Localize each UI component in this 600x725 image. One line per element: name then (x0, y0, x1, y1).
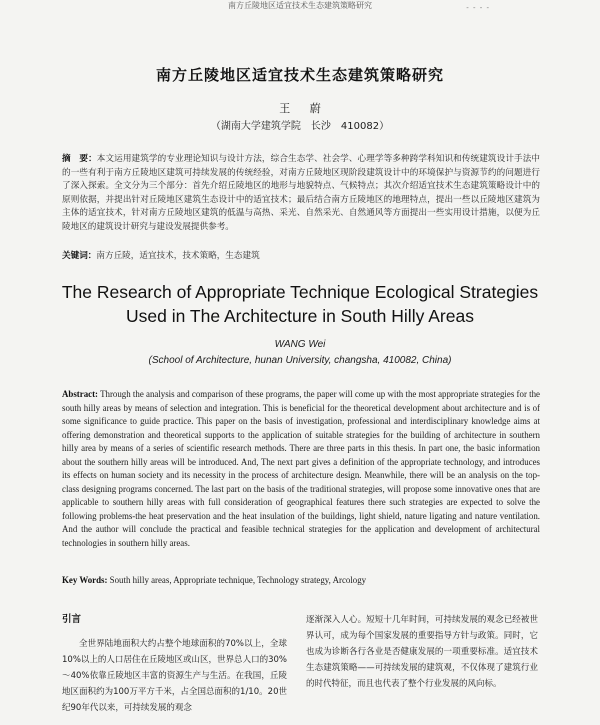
english-author: WANG Wei (274, 339, 326, 350)
body-right-column (306, 612, 538, 692)
section-heading-introduction: 引言 (62, 614, 82, 625)
english-affiliation: (School of Architecture, hunan University, changsha, 410082, China) (148, 355, 452, 366)
english-keywords (62, 574, 540, 587)
english-title-line-2: Used in The Architecture in South Hilly Areas (126, 306, 474, 326)
chinese-title: 南方丘陵地区适宜技术生态建筑策略研究 (155, 66, 444, 84)
chinese-affiliation: （湖南大学建筑学院 长沙 410082） (210, 121, 390, 132)
running-header: 南方丘陵地区适宜技术生态建筑策略研究 (228, 1, 372, 10)
english-keywords-text: South hilly areas, Appropriate technique, Technology strategy, Arcology (109, 575, 367, 585)
english-abstract-text: Through the analysis and comparison of these programs, the paper will come up with the most appropriate strategies for the south hilly areas by means of selection and integration. This is beneficial for the theoretical development about architecture and is of some significance to guide practice. This paper on the basis of investigation, professional and interdisciplinary knowledge aims at offering demonstration and theoretical supports to the application of suitable strategies for the building of architecture in southern hilly area by means of a series of scientific research methods. There are three parts in this thesis. In part one, the basic information about the southern hilly areas will be introduced. And, The next part gives a definition of the appropriate technology, and introduces its effects on human society and its necessity in the process of architecture design. Meanwhile, there will be an analysis on the top-class designing programs concerned. The last part on the basis of the traditional strategies, will propose some innovative ones that are applicable to southern hilly areas with full consideration of geographical features there such strategies are expected to solve the following problems-the heat preservation and the heat insulation of the buildings, light shield, nature ligating and nature ventilation. And the author will conclude the practical and feasible technical strategies for the application and development of architectural technologies in southern hilly areas. (62, 389, 540, 548)
chinese-abstract-text: 本文运用建筑学的专业理论知识与设计方法，综合生态学、社会学、心理学等多种跨学科知识和传统建筑设计手法中的一些有利于南方丘陵地区建筑可持续发展的传统经验，对南方丘陵地区现阶段建筑设计中的环境保护与资源节约的问题进行了深入探索。全文分为三个部分：首先介绍丘陵地区的地形与地貌特点、气候特点；其次介绍适宜技术生态建筑策略设计中的原则依据，并提出针对丘陵地区建筑生态设计中的适宜技术；最后结合南方丘陵地区的地理特点，提出一些以丘陵地区建筑为主体的适宜技术，针对南方丘陵地区建筑的低温与高热、采光、自然采光、自然通风等方面提出一些实用设计措施，以便为丘陵地区的建筑设计研究与建设发展提供参考。 (62, 154, 540, 232)
chinese-author: 王 蔚 (279, 102, 329, 115)
body-paragraph-right: 逐渐深入人心。短短十几年时间，可持续发展的观念已经被世界认可，成为每个国家发展的重要指导方针与政策。同时，它也成为诊断各行各业是否健康发展的一项重要标准。适宜技术生态建筑策略——可持续发展的建筑观，不仅体现了建筑行业的时代特征，而且也代表了整个行业发展的风向标。 (306, 615, 538, 689)
english-title (0, 280, 600, 328)
english-abstract-label: Abstract: (62, 389, 98, 399)
running-header-dash: - - - - (466, 4, 490, 12)
chinese-abstract (62, 153, 540, 235)
body-paragraph-left: 全世界陆地面积大约占整个地球面积的70%以上，全球10%以上的人口居住在丘陵地区或山区，世界总人口的30%～40%依靠丘陵地区丰富的资源生产与生活。在我国，丘陵地区面积约为100万平方千米，占全国总面积的1/10。20世纪90年代以来，可持续发展的观念 (62, 639, 287, 713)
chinese-keywords-label: 关键词： (62, 251, 97, 261)
chinese-keywords (62, 250, 540, 263)
chinese-keywords-text: 南方丘陵，适宜技术，技术策略，生态建筑 (96, 251, 260, 261)
chinese-abstract-label: 摘 要： (62, 154, 97, 164)
english-abstract (62, 388, 540, 550)
english-keywords-label: Key Words: (62, 575, 108, 585)
english-title-line-1: The Research of Appropriate Technique Ecological Strategies (61, 282, 539, 302)
body-left-column (62, 612, 287, 716)
